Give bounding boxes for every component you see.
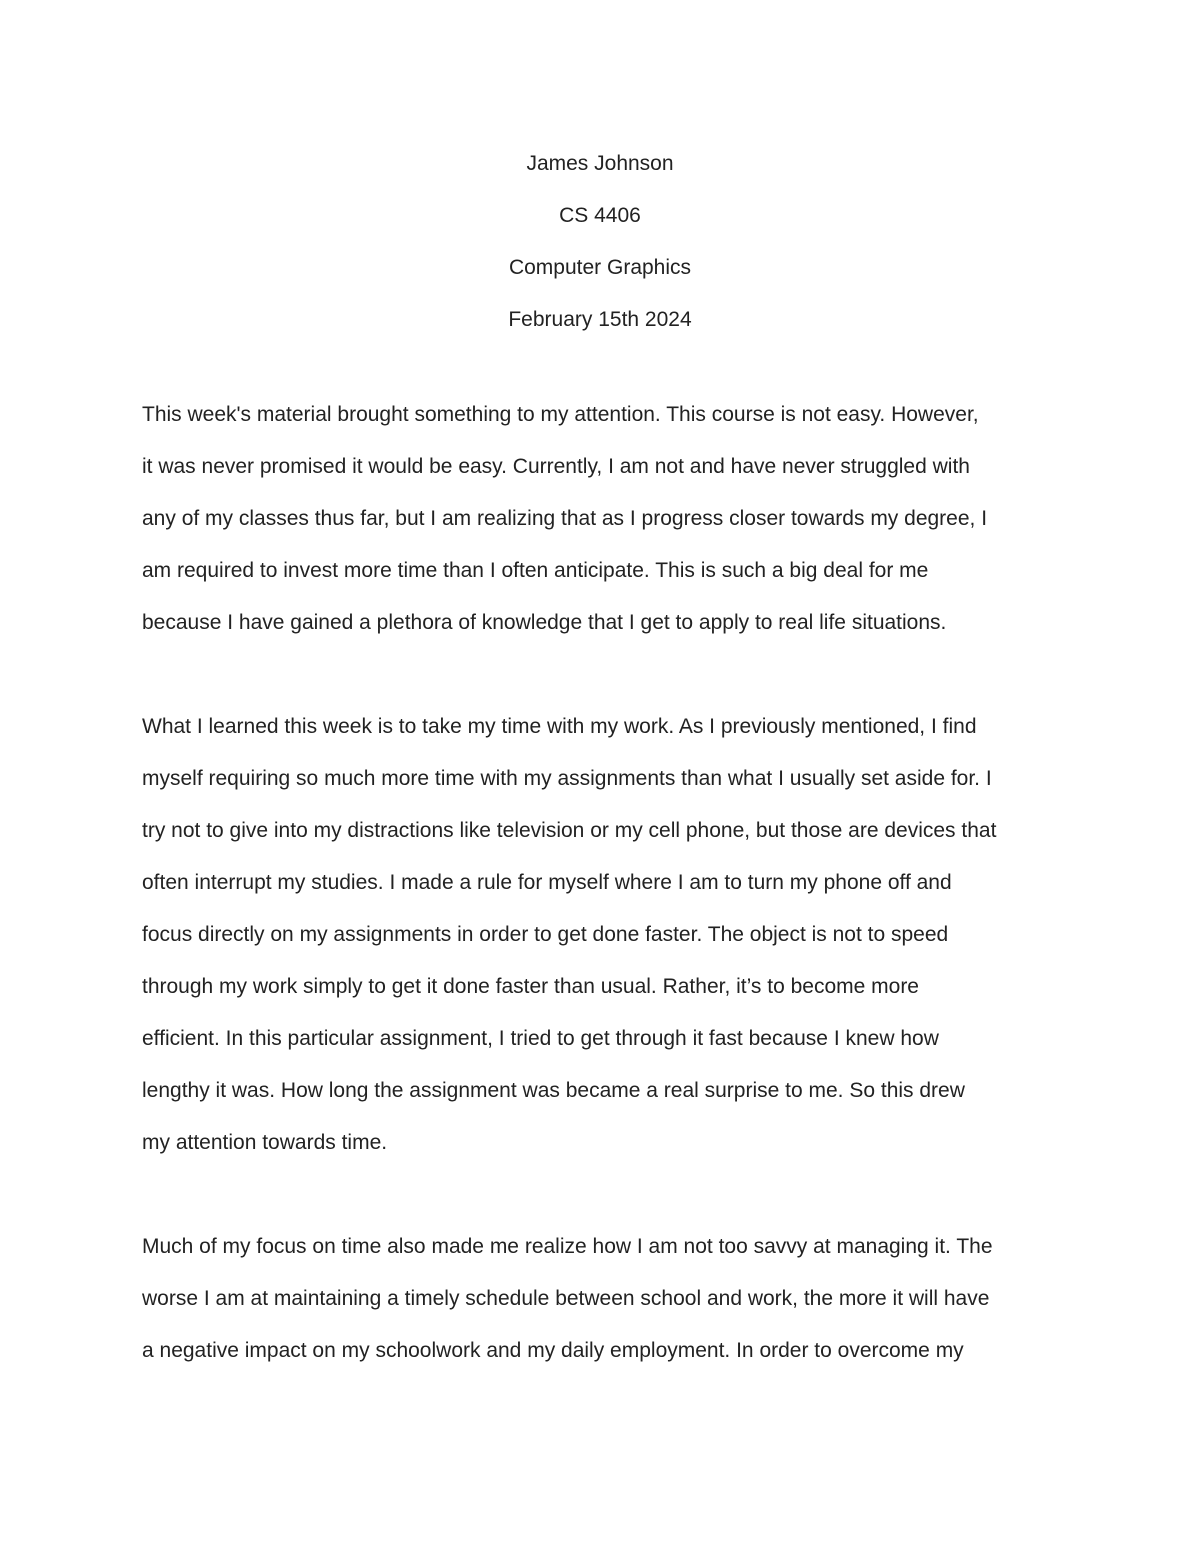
paragraph-line: often interrupt my studies. I made a rule for myself where I am to turn my phone off and (142, 871, 952, 894)
paragraph-line: efficient. In this particular assignment, I tried to get through it fast because I knew how (142, 1027, 939, 1050)
document-header (0, 138, 1200, 346)
paragraph-line: What I learned this week is to take my time with my work. As I previously mentioned, I find (142, 715, 977, 738)
paragraph-line: focus directly on my assignments in order to get done faster. The object is not to speed (142, 923, 949, 946)
author-name: James Johnson (526, 152, 674, 175)
paragraph-line: Much of my focus on time also made me realize how I am not too savvy at managing it. The (142, 1235, 993, 1258)
course-code: CS 4406 (559, 204, 641, 227)
paragraph-line: my attention towards time. (142, 1131, 388, 1154)
body-paragraph-1 (142, 389, 1072, 649)
paragraph-line: lengthy it was. How long the assignment was became a real surprise to me. So this drew (142, 1079, 965, 1102)
paragraph-line: worse I am at maintaining a timely schedule between school and work, the more it will have (142, 1287, 990, 1310)
body-paragraph-3 (142, 1221, 1072, 1377)
paragraph-line: because I have gained a plethora of knowledge that I get to apply to real life situations. (142, 611, 947, 634)
paragraph-line: it was never promised it would be easy. Currently, I am not and have never struggled with (142, 455, 970, 478)
paragraph-line: a negative impact on my schoolwork and my daily employment. In order to overcome my (142, 1339, 964, 1362)
course-title: Computer Graphics (508, 256, 692, 279)
body-paragraph-2 (142, 701, 1072, 1169)
document-date: February 15th 2024 (508, 308, 692, 331)
paragraph-line: try not to give into my distractions like television or my cell phone, but those are devices that (142, 819, 997, 842)
paragraph-line: myself requiring so much more time with my assignments than what I usually set aside for. I (142, 767, 992, 790)
paragraph-line: am required to invest more time than I often anticipate. This is such a big deal for me (142, 559, 929, 582)
paragraph-line: through my work simply to get it done faster than usual. Rather, it’s to become more (142, 975, 919, 998)
paragraph-line: any of my classes thus far, but I am realizing that as I progress closer towards my degree, I (142, 507, 988, 530)
paragraph-line: This week's material brought something to my attention. This course is not easy. However, (142, 403, 979, 426)
